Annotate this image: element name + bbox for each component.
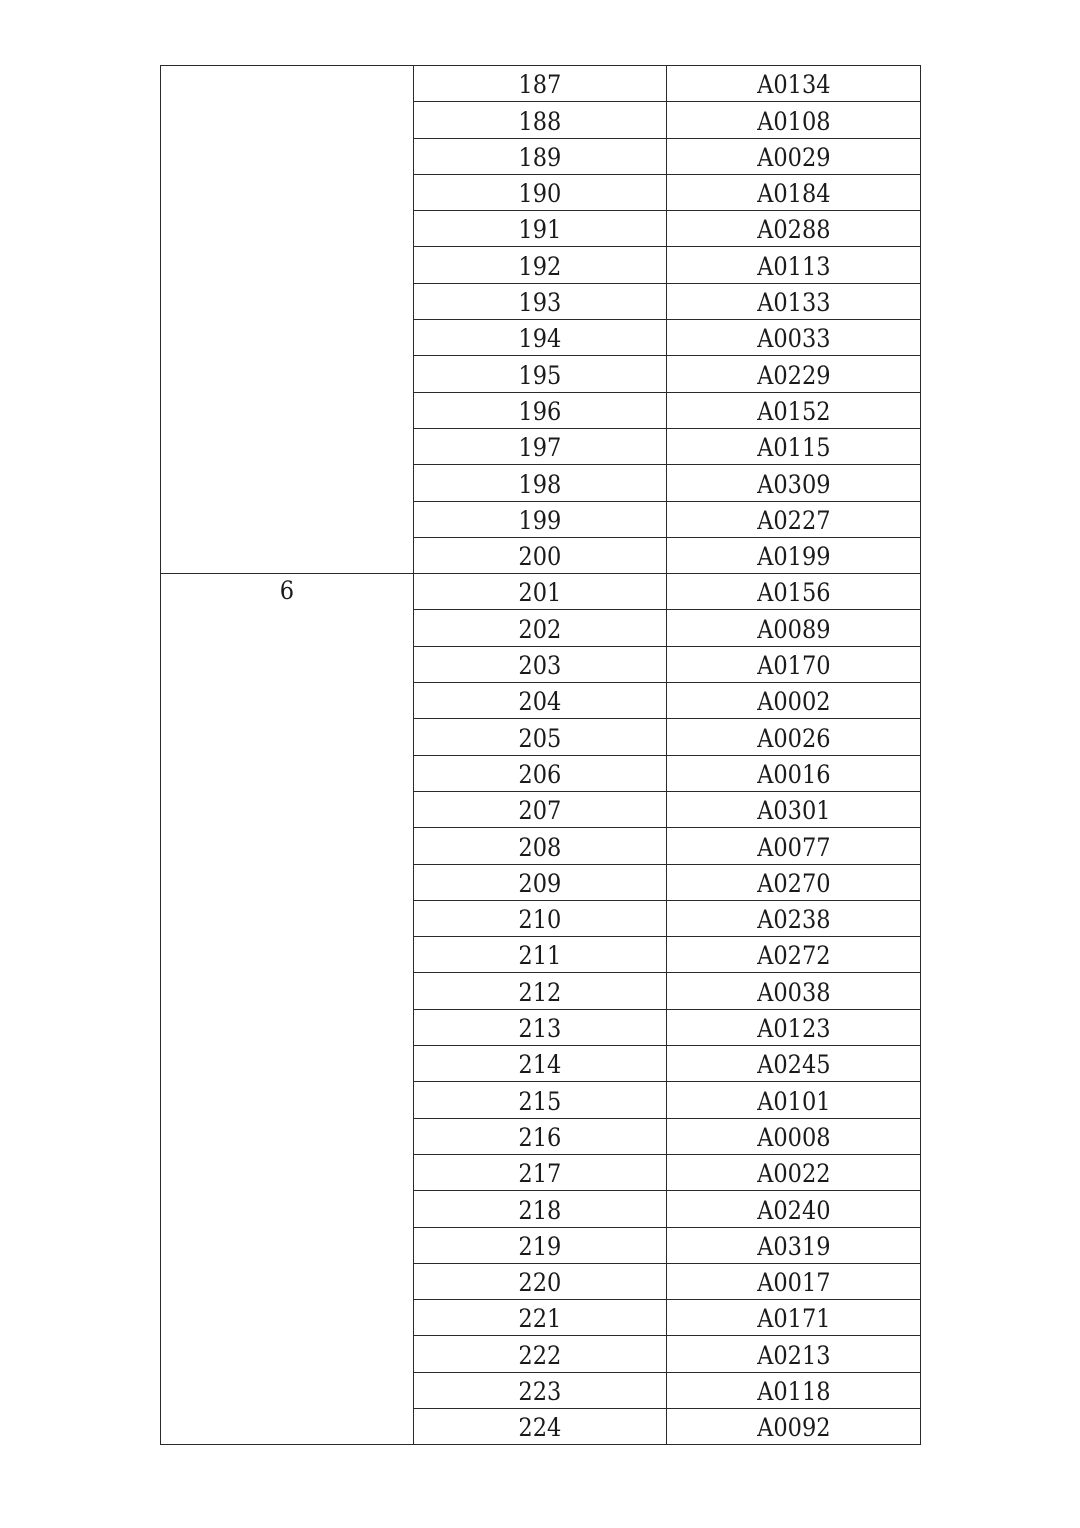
number-cell bbox=[414, 138, 667, 174]
row-number: 210 bbox=[518, 905, 562, 935]
code-cell bbox=[667, 864, 921, 900]
number-cell bbox=[414, 174, 667, 210]
row-code: A0245 bbox=[756, 1050, 831, 1080]
code-cell bbox=[667, 1300, 921, 1336]
row-code: A0272 bbox=[756, 941, 831, 971]
number-cell bbox=[414, 428, 667, 464]
row-number: 209 bbox=[518, 868, 562, 898]
row-number: 202 bbox=[518, 614, 562, 644]
number-cell bbox=[414, 1118, 667, 1154]
row-code: A0184 bbox=[756, 179, 831, 209]
row-number: 195 bbox=[518, 360, 562, 390]
row-number: 205 bbox=[518, 723, 562, 753]
row-code: A0101 bbox=[756, 1086, 831, 1116]
row-number: 218 bbox=[518, 1195, 562, 1225]
row-code: A0199 bbox=[756, 542, 831, 572]
code-cell bbox=[667, 356, 921, 392]
code-cell bbox=[667, 392, 921, 428]
row-number: 194 bbox=[518, 324, 562, 354]
number-cell bbox=[414, 392, 667, 428]
row-code: A0022 bbox=[756, 1159, 831, 1189]
row-code: A0213 bbox=[756, 1340, 831, 1370]
number-cell bbox=[414, 247, 667, 283]
row-number: 214 bbox=[518, 1050, 562, 1080]
code-cell bbox=[667, 283, 921, 319]
row-code: A0156 bbox=[756, 578, 831, 608]
row-code: A0133 bbox=[756, 288, 831, 318]
row-number: 224 bbox=[518, 1413, 562, 1443]
code-cell bbox=[667, 320, 921, 356]
row-number: 215 bbox=[518, 1086, 562, 1116]
number-cell bbox=[414, 973, 667, 1009]
row-number: 192 bbox=[518, 251, 562, 281]
group-label: 6 bbox=[279, 576, 295, 606]
row-code: A0123 bbox=[756, 1014, 831, 1044]
row-number: 219 bbox=[518, 1231, 562, 1261]
row-number: 200 bbox=[518, 542, 562, 572]
code-cell bbox=[667, 610, 921, 646]
row-number: 207 bbox=[518, 796, 562, 826]
row-number: 211 bbox=[518, 941, 562, 971]
row-code: A0016 bbox=[756, 759, 831, 789]
code-cell bbox=[667, 1046, 921, 1082]
code-cell bbox=[667, 1082, 921, 1118]
number-cell bbox=[414, 1082, 667, 1118]
number-cell bbox=[414, 1300, 667, 1336]
code-cell bbox=[667, 646, 921, 682]
number-cell bbox=[414, 574, 667, 610]
group-cell bbox=[161, 66, 414, 574]
row-code: A0134 bbox=[756, 70, 831, 100]
number-cell bbox=[414, 755, 667, 791]
code-cell bbox=[667, 574, 921, 610]
code-cell bbox=[667, 138, 921, 174]
number-cell bbox=[414, 1227, 667, 1263]
code-cell bbox=[667, 1118, 921, 1154]
row-number: 198 bbox=[518, 469, 562, 499]
row-code: A0008 bbox=[756, 1122, 831, 1152]
code-cell bbox=[667, 791, 921, 827]
row-number: 220 bbox=[518, 1268, 562, 1298]
row-code: A0017 bbox=[756, 1268, 831, 1298]
row-code: A0152 bbox=[756, 396, 831, 426]
code-cell bbox=[667, 937, 921, 973]
row-number: 201 bbox=[518, 578, 562, 608]
row-code: A0089 bbox=[756, 614, 831, 644]
code-cell bbox=[667, 1009, 921, 1045]
row-code: A0319 bbox=[756, 1231, 831, 1261]
code-cell bbox=[667, 1154, 921, 1190]
code-cell bbox=[667, 1263, 921, 1299]
row-code: A0002 bbox=[756, 687, 831, 717]
row-number: 212 bbox=[518, 977, 562, 1007]
data-table bbox=[160, 65, 921, 1445]
group-cell bbox=[161, 574, 414, 1445]
number-cell bbox=[414, 465, 667, 501]
code-cell bbox=[667, 537, 921, 573]
row-code: A0229 bbox=[756, 360, 831, 390]
code-cell bbox=[667, 1408, 921, 1444]
table-body bbox=[161, 66, 921, 1445]
row-code: A0270 bbox=[756, 868, 831, 898]
row-code: A0029 bbox=[756, 142, 831, 172]
number-cell bbox=[414, 1408, 667, 1444]
row-number: 206 bbox=[518, 759, 562, 789]
row-code: A0240 bbox=[756, 1195, 831, 1225]
number-cell bbox=[414, 937, 667, 973]
row-code: A0033 bbox=[756, 324, 831, 354]
row-number: 222 bbox=[518, 1340, 562, 1370]
number-cell bbox=[414, 791, 667, 827]
code-cell bbox=[667, 1336, 921, 1372]
row-number: 187 bbox=[518, 70, 562, 100]
code-cell bbox=[667, 900, 921, 936]
code-cell bbox=[667, 719, 921, 755]
number-cell bbox=[414, 1336, 667, 1372]
row-number: 190 bbox=[518, 179, 562, 209]
row-number: 217 bbox=[518, 1159, 562, 1189]
table-row bbox=[161, 66, 921, 102]
code-cell bbox=[667, 428, 921, 464]
row-number: 199 bbox=[518, 505, 562, 535]
number-cell bbox=[414, 320, 667, 356]
code-cell bbox=[667, 66, 921, 102]
row-number: 221 bbox=[518, 1304, 562, 1334]
row-number: 208 bbox=[518, 832, 562, 862]
code-cell bbox=[667, 174, 921, 210]
code-cell bbox=[667, 465, 921, 501]
row-code: A0171 bbox=[756, 1304, 831, 1334]
number-cell bbox=[414, 66, 667, 102]
number-cell bbox=[414, 1191, 667, 1227]
number-cell bbox=[414, 537, 667, 573]
row-code: A0108 bbox=[756, 106, 831, 136]
code-cell bbox=[667, 828, 921, 864]
code-cell bbox=[667, 1227, 921, 1263]
table-row bbox=[161, 574, 921, 610]
number-cell bbox=[414, 102, 667, 138]
row-code: A0301 bbox=[756, 796, 831, 826]
code-cell bbox=[667, 755, 921, 791]
row-code: A0113 bbox=[756, 251, 831, 281]
code-cell bbox=[667, 102, 921, 138]
row-code: A0118 bbox=[756, 1376, 831, 1406]
number-cell bbox=[414, 900, 667, 936]
number-cell bbox=[414, 1046, 667, 1082]
number-cell bbox=[414, 646, 667, 682]
number-cell bbox=[414, 283, 667, 319]
row-code: A0092 bbox=[756, 1413, 831, 1443]
row-number: 191 bbox=[518, 215, 562, 245]
row-code: A0077 bbox=[756, 832, 831, 862]
code-cell bbox=[667, 1372, 921, 1408]
row-number: 196 bbox=[518, 396, 562, 426]
row-code: A0170 bbox=[756, 651, 831, 681]
number-cell bbox=[414, 356, 667, 392]
row-number: 213 bbox=[518, 1014, 562, 1044]
code-cell bbox=[667, 1191, 921, 1227]
number-cell bbox=[414, 1263, 667, 1299]
row-code: A0288 bbox=[756, 215, 831, 245]
number-cell bbox=[414, 501, 667, 537]
number-cell bbox=[414, 1372, 667, 1408]
row-code: A0115 bbox=[756, 433, 831, 463]
row-number: 223 bbox=[518, 1376, 562, 1406]
number-cell bbox=[414, 1009, 667, 1045]
row-number: 204 bbox=[518, 687, 562, 717]
number-cell bbox=[414, 719, 667, 755]
row-code: A0227 bbox=[756, 505, 831, 535]
row-code: A0238 bbox=[756, 905, 831, 935]
row-code: A0038 bbox=[756, 977, 831, 1007]
number-cell bbox=[414, 610, 667, 646]
code-cell bbox=[667, 501, 921, 537]
code-cell bbox=[667, 247, 921, 283]
number-cell bbox=[414, 683, 667, 719]
row-code: A0026 bbox=[756, 723, 831, 753]
code-cell bbox=[667, 973, 921, 1009]
row-number: 189 bbox=[518, 142, 562, 172]
row-number: 197 bbox=[518, 433, 562, 463]
code-cell bbox=[667, 683, 921, 719]
row-number: 193 bbox=[518, 288, 562, 318]
row-number: 203 bbox=[518, 651, 562, 681]
number-cell bbox=[414, 828, 667, 864]
row-number: 216 bbox=[518, 1122, 562, 1152]
number-cell bbox=[414, 1154, 667, 1190]
row-code: A0309 bbox=[756, 469, 831, 499]
code-cell bbox=[667, 211, 921, 247]
number-cell bbox=[414, 864, 667, 900]
number-cell bbox=[414, 211, 667, 247]
row-number: 188 bbox=[518, 106, 562, 136]
